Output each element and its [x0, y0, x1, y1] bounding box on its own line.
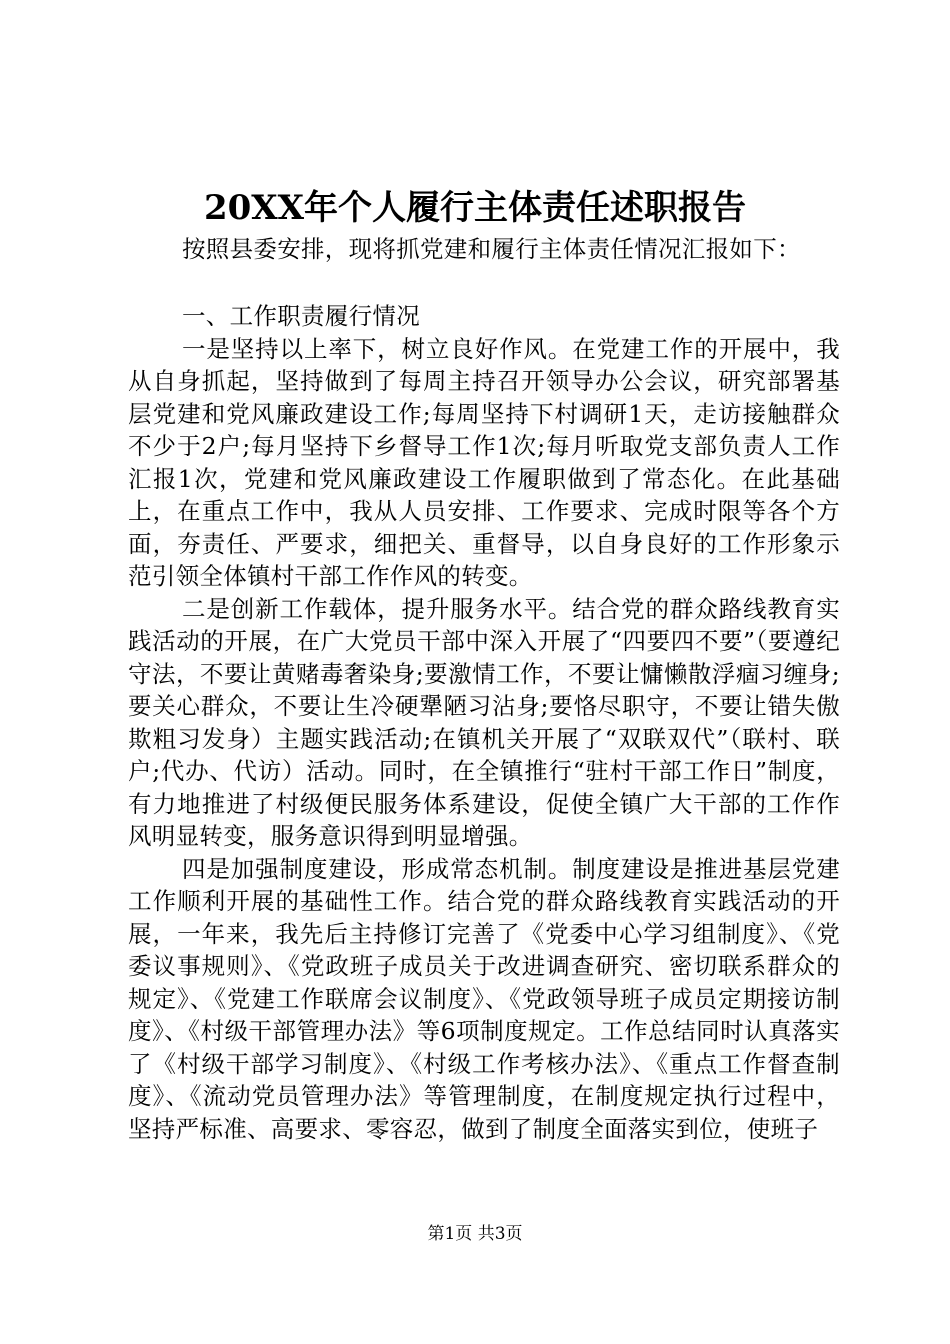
- section-heading: 一、工作职责履行情况: [182, 302, 420, 330]
- paragraph-1: 一是坚持以上率下，树立良好作风。在党建工作的开展中，我从自身抓起，坚持做到了每周主持召开领导办公会议，研究部署基层党建和党风廉政建设工作;每周坚持下村调研1天，走访接触群众不少于2户;每月坚持下乡督导工作1次;每月听取党支部负责人工作汇报1次，党建和党风廉政建设工作履职做到了常态化。在此基础上，在重点工作中，我从人员安排、工作要求、完成时限等各个方面，夯责任、严要求，细把关、重督导，以自身良好的工作形象示范引领全体镇村干部工作作风的转变。: [128, 334, 840, 590]
- document-body: [128, 300, 840, 1145]
- page-footer: 第1页 共3页: [427, 1224, 523, 1244]
- paragraph-3: 四是加强制度建设，形成常态机制。制度建设是推进基层党建工作顺利开展的基础性工作。结合党的群众路线教育实践活动的开展，一年来，我先后主持修订完善了《党委中心学习组制度》、《党委议事规则》、《党政班子成员关于改进调查研究、密切联系群众的规定》、《党建工作联席会议制度》、《党政领导班子成员定期接访制度》、《村级干部管理办法》等6项制度规定。工作总结同时认真落实了《村级干部学习制度》、《村级工作考核办法》、《重点工作督查制度》、《流动党员管理办法》等管理制度，在制度规定执行过程中，坚持严标准、高要求、零容忍，做到了制度全面落实到位，使班子: [128, 854, 840, 1143]
- paragraph-2: 二是创新工作载体，提升服务水平。结合党的群众路线教育实践活动的开展，在广大党员干部中深入开展了“四要四不要”（要遵纪守法，不要让黄赌毒奢染身;要激情工作，不要让慵懒散浮痼习缠身;要关心群众，不要让生冷硬犟陋习沾身;要恪尽职守，不要让错失傲欺粗习发身）主题实践活动;在镇机关开展了“双联双代”（联村、联户;代办、代访）活动。同时，在全镇推行“驻村干部工作日”制度，有力地推进了村级便民服务体系建设，促使全镇广大干部的工作作风明显转变，服务意识得到明显增强。: [128, 594, 840, 850]
- intro-paragraph: 按照县委安排，现将抓党建和履行主体责任情况汇报如下：: [182, 235, 801, 263]
- document-title: 20XX年个人履行主体责任述职报告: [203, 188, 747, 228]
